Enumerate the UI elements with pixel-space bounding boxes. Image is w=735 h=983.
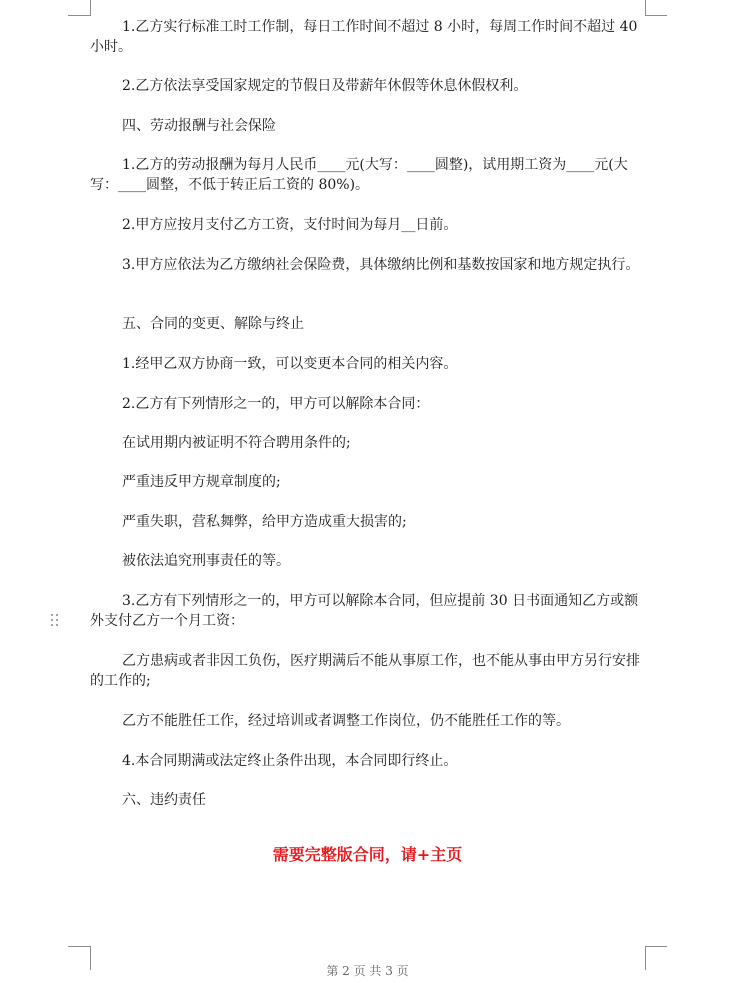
list-item[interactable]: 乙方不能胜任工作，经过培训或者调整工作岗位，仍不能胜任工作的等。: [122, 713, 570, 729]
list-item[interactable]: 严重违反甲方规章制度的;: [122, 474, 281, 490]
paragraph[interactable]: 2.乙方有下列情形之一的，甲方可以解除本合同：: [122, 396, 430, 412]
paragraph[interactable]: 4.本合同期满或法定终止条件出现，本合同即行终止。: [122, 753, 458, 769]
section-heading[interactable]: 四、劳动报酬与社会保险: [122, 118, 276, 134]
page-number-footer: 第 2 页 共 3 页: [326, 964, 409, 978]
section-heading[interactable]: 五、合同的变更、解除与终止: [122, 316, 304, 332]
list-item[interactable]: 严重失职，营私舞弊，给甲方造成重大损害的;: [122, 514, 407, 530]
paragraph[interactable]: 1.乙方实行标准工时工作制，每日工作时间不超过 8 小时，每周工作时间不超过 40 小时。: [90, 19, 638, 55]
paragraph-drag-handle-icon[interactable]: [50, 613, 60, 629]
list-item[interactable]: 被依法追究刑事责任的等。: [122, 553, 290, 569]
promo-notice: 需要完整版合同，请+主页: [272, 845, 463, 864]
paragraph[interactable]: 1.乙方的劳动报酬为每月人民币____元(大写：____圆整)，试用期工资为____元(大写：____圆整，不低于转正后工资的 80%)。: [90, 157, 628, 193]
paragraph[interactable]: 1.经甲乙双方协商一致，可以变更本合同的相关内容。: [122, 356, 458, 372]
paragraph[interactable]: 3.乙方有下列情形之一的，甲方可以解除本合同，但应提前 30 日书面通知乙方或额外支付乙方一个月工资：: [90, 593, 639, 629]
paragraph[interactable]: 2.甲方应按月支付乙方工资，支付时间为每月__日前。: [122, 217, 458, 233]
paragraph[interactable]: 2.乙方依法享受国家规定的节假日及带薪年休假等休息休假权利。: [122, 78, 528, 94]
list-item[interactable]: 在试用期内被证明不符合聘用条件的;: [122, 435, 351, 451]
list-item[interactable]: 乙方患病或者非因工负伤，医疗期满后不能从事原工作，也不能从事由甲方另行安排的工作的;: [90, 653, 640, 689]
section-heading[interactable]: 六、违约责任: [122, 792, 206, 808]
paragraph[interactable]: 3.甲方应依法为乙方缴纳社会保险费，具体缴纳比例和基数按国家和地方规定执行。: [122, 257, 640, 273]
